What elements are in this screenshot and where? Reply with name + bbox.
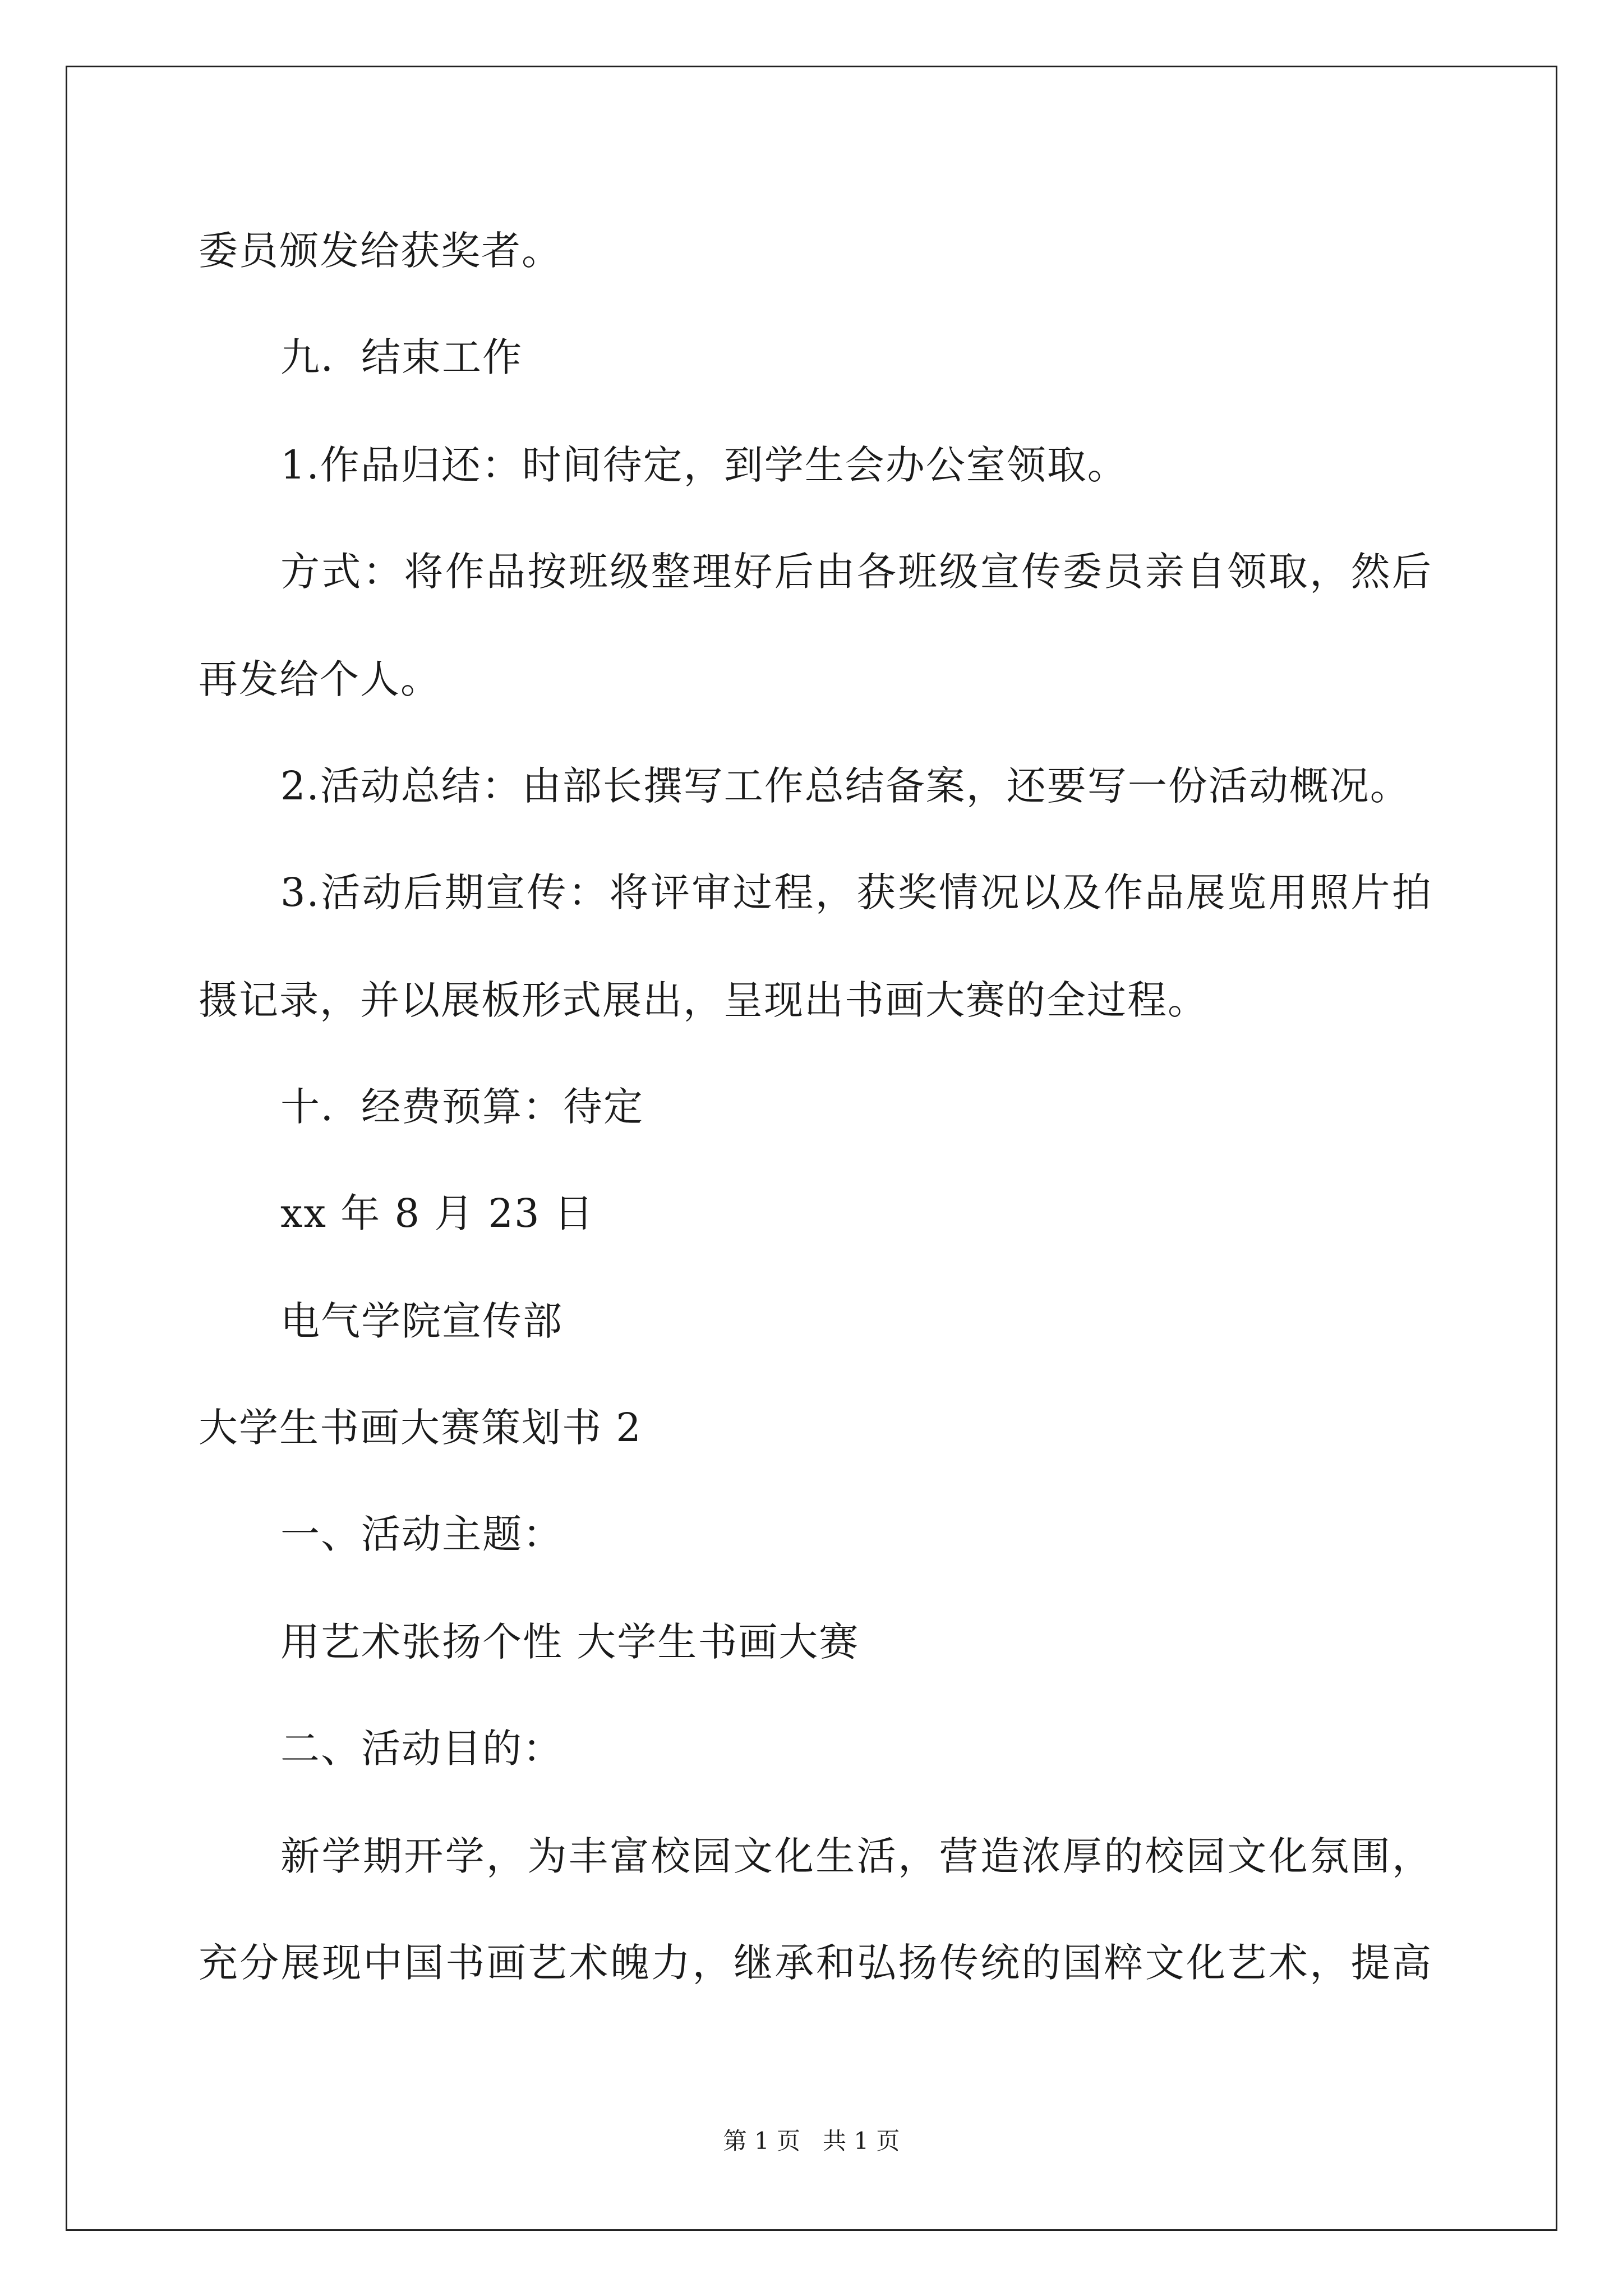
date-line: xx 年 8 月 23 日 [280, 1190, 594, 1236]
text-line: 委员颁发给获奖者。 [199, 228, 562, 274]
section-heading: 二、活动目的： [280, 1726, 563, 1772]
document-title: 大学生书画大赛策划书 2 [199, 1405, 642, 1451]
section-heading: 九．结束工作 [280, 334, 523, 380]
signature-line: 电气学院宣传部 [280, 1298, 563, 1344]
page-footer [0, 2129, 1623, 2153]
section-heading: 十．经费预算：待定 [280, 1084, 644, 1130]
text-line: 2.活动总结：由部长撰写工作总结备案，还要写一份活动概况。 [280, 763, 1410, 809]
text-line: 新学期开学，为丰富校园文化生活，营造浓厚的校园文化氛围， [280, 1833, 1432, 1879]
text-line: 再发给个人。 [199, 656, 441, 702]
page-number: 第 1 页 [723, 2127, 800, 2155]
text-line: 方式：将作品按班级整理好后由各班级宣传委员亲自领取，然后 [280, 549, 1432, 595]
page-total: 共 1 页 [823, 2127, 900, 2155]
text-line: 3.活动后期宣传：将评审过程，获奖情况以及作品展览用照片拍 [280, 869, 1432, 915]
section-heading: 一、活动主题： [280, 1511, 563, 1557]
page-border [66, 66, 1557, 2231]
text-line: 用艺术张扬个性 大学生书画大赛 [280, 1619, 860, 1665]
text-line: 摄记录，并以展板形式展出，呈现出书画大赛的全过程。 [199, 977, 1208, 1023]
text-line: 1.作品归还：时间待定，到学生会办公室领取。 [280, 442, 1128, 488]
text-line: 充分展现中国书画艺术魄力，继承和弘扬传统的国粹文化艺术，提高 [199, 1940, 1432, 1986]
